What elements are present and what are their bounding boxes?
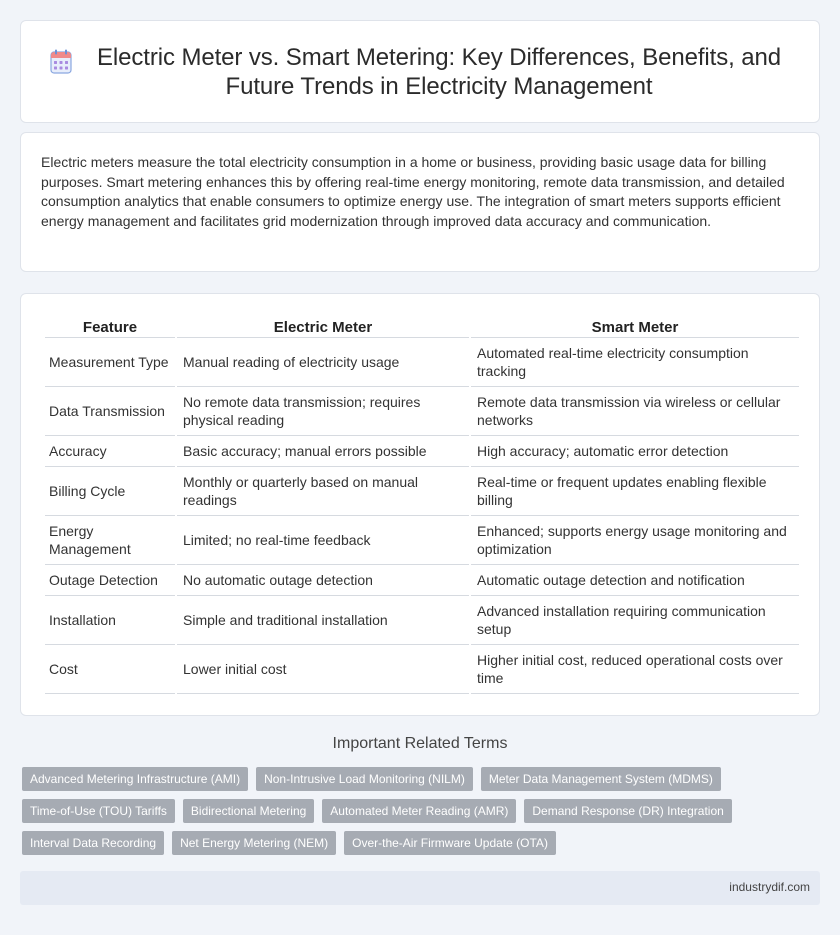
related-term-tag[interactable]: Automated Meter Reading (AMR) bbox=[322, 799, 516, 823]
title-wrap bbox=[50, 43, 790, 101]
footer-site: industrydif.com bbox=[729, 880, 810, 894]
cell-electric-meter: Simple and traditional installation bbox=[177, 596, 469, 645]
calendar-icon bbox=[50, 49, 72, 75]
cell-electric-meter: Lower initial cost bbox=[177, 645, 469, 694]
cell-feature: Accuracy bbox=[45, 436, 175, 467]
cell-smart-meter: Automated real-time electricity consumption tracking bbox=[471, 338, 799, 387]
intro-paragraph: Electric meters measure the total electricity consumption in a home or business, providing basic usage data for billing purposes. Smart metering enhances this by offering real-time energy monitoring, remote data transmission, and detailed consumption analytics that enable consumers to optimize energy use. The integration of smart meters supports efficient energy management and facilitates grid modernization through improved data accuracy and communication. bbox=[41, 154, 785, 229]
table-row bbox=[45, 645, 799, 694]
related-term-tag[interactable]: Non-Intrusive Load Monitoring (NILM) bbox=[256, 767, 473, 791]
table-row bbox=[45, 467, 799, 516]
cell-electric-meter: No remote data transmission; requires physical reading bbox=[177, 387, 469, 436]
cell-smart-meter: Advanced installation requiring communication setup bbox=[471, 596, 799, 645]
table-row bbox=[45, 436, 799, 467]
related-term-tag[interactable]: Bidirectional Metering bbox=[183, 799, 314, 823]
cell-smart-meter: Enhanced; supports energy usage monitoring and optimization bbox=[471, 516, 799, 565]
page-title: Electric Meter vs. Smart Metering: Key Differences, Benefits, and Future Trends in Electricity Management bbox=[97, 43, 781, 100]
header-smart-meter: Smart Meter bbox=[471, 316, 799, 338]
related-term-tag[interactable]: Advanced Metering Infrastructure (AMI) bbox=[22, 767, 248, 791]
comparison-table bbox=[43, 316, 801, 694]
cell-electric-meter: No automatic outage detection bbox=[177, 565, 469, 596]
related-terms-title: Important Related Terms bbox=[332, 735, 508, 752]
cell-smart-meter: Automatic outage detection and notification bbox=[471, 565, 799, 596]
comparison-card bbox=[20, 293, 820, 716]
cell-electric-meter: Basic accuracy; manual errors possible bbox=[177, 436, 469, 467]
header-feature: Feature bbox=[45, 316, 175, 338]
cell-smart-meter: High accuracy; automatic error detection bbox=[471, 436, 799, 467]
cell-electric-meter: Monthly or quarterly based on manual readings bbox=[177, 467, 469, 516]
cell-feature: Outage Detection bbox=[45, 565, 175, 596]
table-row bbox=[45, 387, 799, 436]
header-electric-meter: Electric Meter bbox=[177, 316, 469, 338]
table-row bbox=[45, 565, 799, 596]
cell-smart-meter: Real-time or frequent updates enabling flexible billing bbox=[471, 467, 799, 516]
related-term-tag[interactable]: Meter Data Management System (MDMS) bbox=[481, 767, 721, 791]
cell-feature: Measurement Type bbox=[45, 338, 175, 387]
related-term-tag[interactable]: Net Energy Metering (NEM) bbox=[172, 831, 336, 855]
table-header-row bbox=[45, 316, 799, 338]
cell-electric-meter: Manual reading of electricity usage bbox=[177, 338, 469, 387]
cell-smart-meter: Remote data transmission via wireless or cellular networks bbox=[471, 387, 799, 436]
cell-feature: Cost bbox=[45, 645, 175, 694]
cell-feature: Energy Management bbox=[45, 516, 175, 565]
related-terms-list bbox=[22, 767, 822, 863]
cell-electric-meter: Limited; no real-time feedback bbox=[177, 516, 469, 565]
cell-feature: Data Transmission bbox=[45, 387, 175, 436]
footer bbox=[20, 871, 820, 905]
cell-feature: Billing Cycle bbox=[45, 467, 175, 516]
title-card bbox=[20, 20, 820, 123]
table-row bbox=[45, 338, 799, 387]
cell-feature: Installation bbox=[45, 596, 175, 645]
cell-smart-meter: Higher initial cost, reduced operational costs over time bbox=[471, 645, 799, 694]
table-row bbox=[45, 516, 799, 565]
related-term-tag[interactable]: Interval Data Recording bbox=[22, 831, 164, 855]
related-term-tag[interactable]: Time-of-Use (TOU) Tariffs bbox=[22, 799, 175, 823]
intro-card bbox=[20, 132, 820, 272]
related-term-tag[interactable]: Over-the-Air Firmware Update (OTA) bbox=[344, 831, 556, 855]
related-term-tag[interactable]: Demand Response (DR) Integration bbox=[524, 799, 731, 823]
table-row bbox=[45, 596, 799, 645]
